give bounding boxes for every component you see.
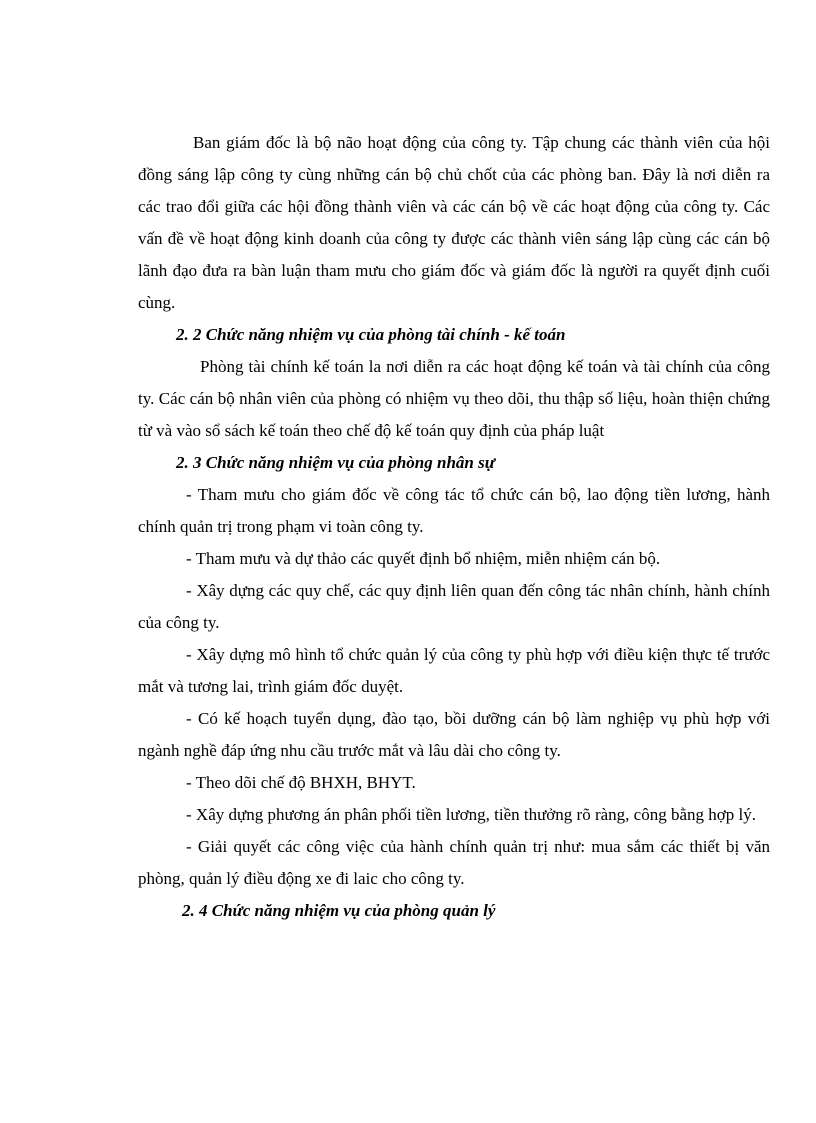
list-item: - Có kế hoạch tuyển dụng, đào tạo, bồi dưỡng cán bộ làm nghiệp vụ phù hợp với ngành nghề đáp ứng nhu cầu trước mắt và lâu dài cho công ty. [138,709,770,760]
list-item: - Xây dựng mô hình tổ chức quản lý của công ty phù hợp với điều kiện thực tế trước mắt và tương lai, trình giám đốc duyệt. [138,645,770,696]
list-item: - Xây dựng phương án phân phối tiền lương, tiền thưởng rõ ràng, công bằng hợp lý. [186,805,756,824]
section-2-3-heading: 2. 3 Chức năng nhiệm vụ của phòng nhân sự [176,453,495,472]
list-item: - Giải quyết các công việc của hành chính quản trị như: mua sắm các thiết bị văn phòng, quản lý điều động xe đi laic cho công ty. [138,837,770,888]
section-2-2-heading: 2. 2 Chức năng nhiệm vụ của phòng tài chính - kế toán [176,325,566,344]
section-2-2-paragraph: Phòng tài chính kế toán la nơi diễn ra các hoạt động kế toán và tài chính của công ty. Các cán bộ nhân viên của phòng có nhiệm vụ theo dõi, thu thập số liệu, hoàn thiện chứng từ và vào sổ sách kế toán theo chế độ kế toán quy định của pháp luật [138,357,770,440]
section-2-3-list [138,479,770,895]
list-item: - Tham mưu cho giám đốc về công tác tổ chức cán bộ, lao động tiền lương, hành chính quản trị trong phạm vi toàn công ty. [138,485,770,536]
section-2-4-heading: 2. 4 Chức năng nhiệm vụ của phòng quản lý [182,901,496,920]
list-item: - Xây dựng các quy chế, các quy định liên quan đến công tác nhân chính, hành chính của công ty. [138,581,770,632]
intro-paragraph: Ban giám đốc là bộ não hoạt động của công ty. Tập chung các thành viên của hội đồng sáng lập công ty cùng những cán bộ chủ chốt của các phòng ban. Đây là nơi diễn ra các trao đổi giữa các hội đồng thành viên và các cán bộ về các hoạt động của công ty. Các vấn đề về hoạt động kinh doanh của công ty được các thành viên sáng lập cùng các cán bộ lãnh đạo đưa ra bàn luận tham mưu cho giám đốc và giám đốc là người ra quyết định cuối cùng. [138,133,770,312]
list-item: - Tham mưu và dự thảo các quyết định bổ nhiệm, miễn nhiệm cán bộ. [186,549,661,568]
document-body [138,127,770,927]
list-item: - Theo dõi chế độ BHXH, BHYT. [186,773,416,792]
